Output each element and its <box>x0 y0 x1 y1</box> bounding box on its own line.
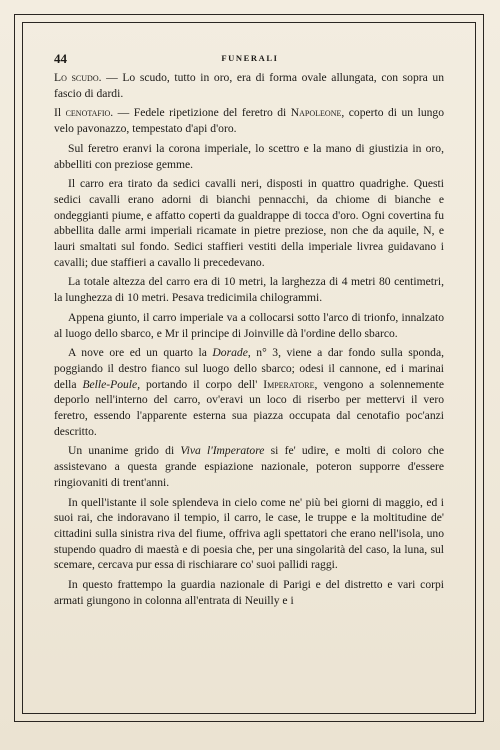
running-head: FUNERALI <box>221 53 279 63</box>
paragraph-shield: Lo scudo. — Lo scudo, tutto in oro, era di forma ovale allungata, con sopra un fascio di dardi. <box>54 71 444 100</box>
paragraph-sun: In quell'istante il sole splendeva in cielo come ne' più bei giorni di maggio, ed i suoi rai, che indoravano il tempio, il carro, le case, le truppe e la moltitudine de' cittadini sulla sinistra riva del fiume, offriva agli spettatori che erano nell'isola, uno stupendo quadro di maestà e di poesia che, per una singolarità del caso, la luna, sul scemare, cercava pur essa di rischiarare co' suoi pallidi raggi. <box>54 495 444 572</box>
paragraph-dimensions: La totale altezza del carro era di 10 metri, la larghezza di 4 metri 80 centimetri, la lunghezza di 10 metri. Pesava tredicimila chilogrammi. <box>54 275 444 305</box>
paragraph-cry: Un unanime grido di Viva l'Imperatore si fe' udire, e molti di coloro che assistevano a questa grande espiazione nazionale, poteron supporre d'essere ringiovaniti di trent'anni. <box>54 444 444 489</box>
paragraph-crown: Sul feretro eranvi la corona imperiale, lo scettro e la mano di giustizia in oro, abbelliti con preziose gemme. <box>54 141 444 171</box>
page-header <box>54 51 446 67</box>
paragraph-arrival: Appena giunto, il carro imperiale va a collocarsi sotto l'arco di trionfo, innalzato al luogo dello sbarco, e Mr il principe di Joinville dà l'ordine dello sbarco. <box>54 310 444 340</box>
paragraph-landing: A nove ore ed un quarto la Dorade, n° 3, viene a dar fondo sulla sponda, poggiando il destro fianco sul luogo dello sbarco; odesi il cannone, ed i marinai della Belle-Poule, portando il corpo dell' Imperatore, vengono a solennemente deporlo nell'interno del carro, ov'eravi un loco di riserbo per mettervi il vero feretro, essendo l'apparente esterna sua piazza occupata dal cenotafio poc'anzi descritto. <box>54 346 444 438</box>
paragraph-guard: In questo frattempo la guardia nazionale di Parigi e del distretto e vari corpi armati giungono in colonna all'entrata di Neuilly e i <box>54 578 444 607</box>
paragraph-horses: Il carro era tirato da sedici cavalli neri, disposti in quattro quadrighe. Questi sedici cavalli erano adorni di bianchi pennacchi, da chiome di bianche e ondeggianti piume, e affatto coperti da gualdrappe di tocca d'oro. Ogni covertina fu abbellita dalle armi imperiali ricamate in pietre preziose, non che da aquile, N, e lauri smaltati sul fondo. Sedici staffieri vestiti della imperiale livrea guidavano i cavalli; due staffieri a cavallo li precedevano. <box>54 177 444 269</box>
section-label: cenotafio. <box>65 106 114 120</box>
section-label: Lo scudo. <box>54 71 102 84</box>
body-text <box>54 70 444 613</box>
paragraph-cenotaph: Il cenotafio. — Fedele ripetizione del feretro di Napoleone, coperto di un lungo velo pavonazzo, tempestato d'api d'oro. <box>54 106 445 136</box>
page-number: 44 <box>54 51 67 66</box>
